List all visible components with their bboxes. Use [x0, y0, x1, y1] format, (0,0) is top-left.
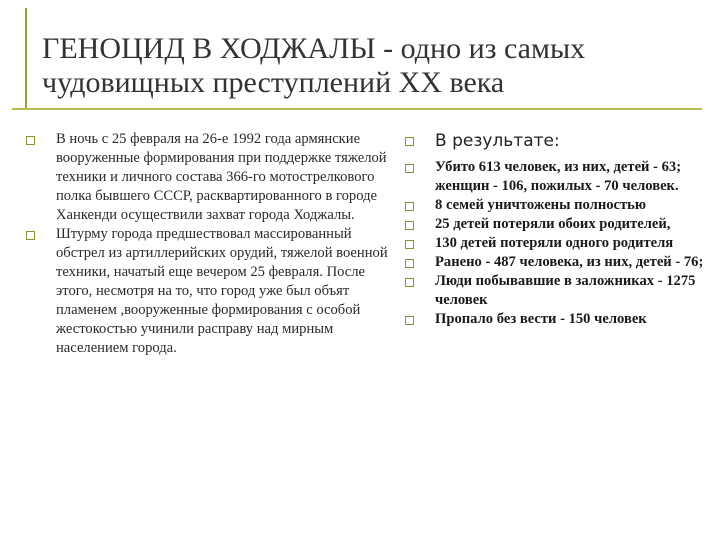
square-bullet-icon — [405, 240, 414, 249]
right-item-7 — [405, 310, 713, 329]
square-bullet-icon — [26, 136, 35, 145]
right-item-5 — [405, 253, 713, 272]
right-item-4-text: 130 детей потеряли одного родителя — [435, 235, 674, 251]
title-line-1: ГЕНОЦИД В ХОДЖАЛЫ - одно из самых — [42, 32, 586, 65]
right-header — [405, 130, 713, 152]
right-item-4 — [405, 234, 713, 253]
slide-title — [42, 32, 702, 100]
square-bullet-icon — [405, 259, 414, 268]
square-bullet-icon — [405, 221, 414, 230]
title-underline — [12, 108, 702, 110]
right-item-6 — [405, 272, 713, 310]
title-line-2: чудовищных преступлений ХХ века — [42, 66, 505, 99]
left-item-2-text: Штурму города предшествовал массированный обстрел из артиллерийских орудий, тяжелой военной техники, начатый еще вечером 25 февраля. После этого, несмотря на то, что город уже был объят пламенем ,вооруженные формирования с особой жестокостью учинили расправу над мирным населением города. — [56, 226, 388, 356]
right-item-2 — [405, 196, 713, 215]
right-header-text: В результате: — [435, 131, 560, 151]
left-item-1-text: В ночь с 25 февраля на 26-е 1992 года армянские вооруженные формирования при поддержке тяжелой техники и личного состава 366-го мотострелкового полка бывшего СССР, расквартированного в городе Ханкенди осуществили захват города Ходжалы. — [56, 131, 387, 223]
right-item-6-text: Люди побывавшие в заложниках - 1275 человек — [435, 273, 696, 308]
left-column — [26, 130, 396, 358]
right-item-1 — [405, 158, 713, 196]
square-bullet-icon — [405, 202, 414, 211]
square-bullet-icon — [26, 231, 35, 240]
right-column — [405, 130, 713, 329]
title-left-rule — [25, 8, 27, 110]
right-item-2-text: 8 семей уничтожены полностью — [435, 197, 647, 213]
square-bullet-icon — [405, 137, 414, 146]
right-item-5-text: Ранено - 487 человека, из них, детей - 76; — [435, 254, 704, 270]
left-item-2 — [26, 225, 396, 358]
square-bullet-icon — [405, 278, 414, 287]
square-bullet-icon — [405, 316, 414, 325]
square-bullet-icon — [405, 164, 414, 173]
right-item-3-text: 25 детей потеряли обоих родителей, — [435, 216, 671, 232]
right-item-1-text: Убито 613 человек, из них, детей - 63; женщин - 106, пожилых - 70 человек. — [435, 159, 682, 194]
left-item-1 — [26, 130, 396, 225]
right-item-7-text: Пропало без вести - 150 человек — [435, 311, 647, 327]
right-item-3 — [405, 215, 713, 234]
